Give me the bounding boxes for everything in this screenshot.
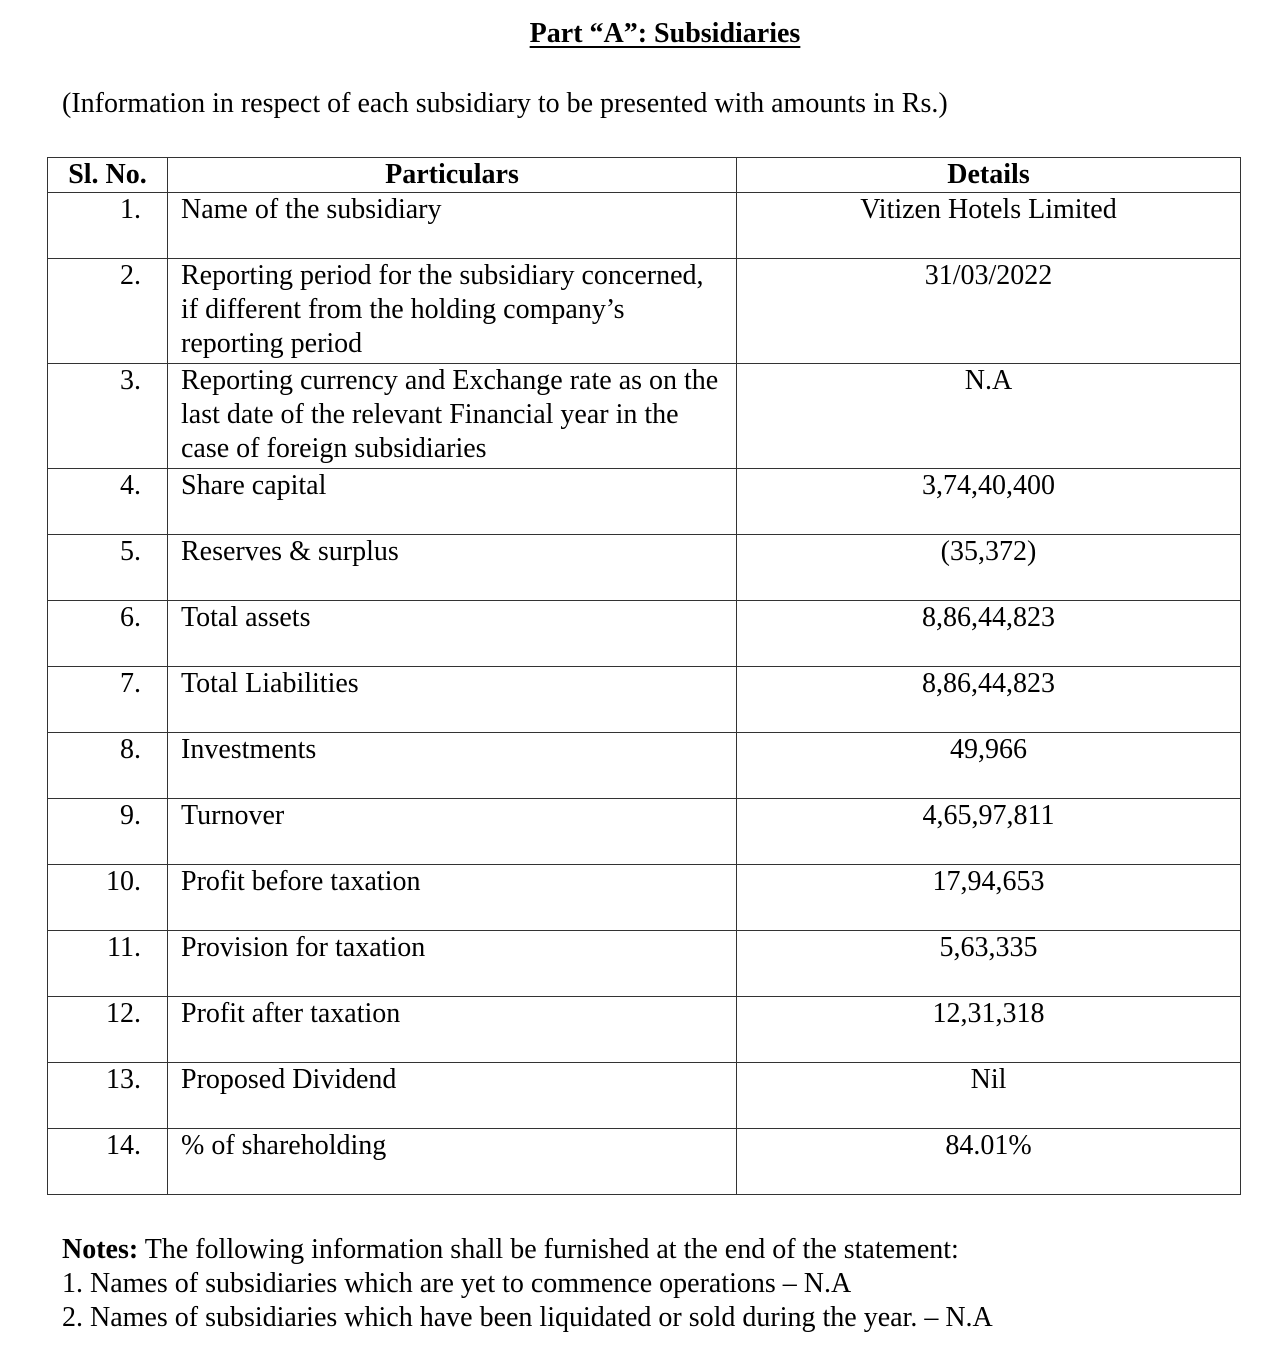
notes-item: 2. Names of subsidiaries which have been liquidated or sold during the year. – N.A bbox=[62, 1302, 993, 1333]
row-detail: 49,966 bbox=[737, 733, 1241, 799]
row-detail: 3,74,40,400 bbox=[737, 469, 1241, 535]
row-sl-no: 5. bbox=[48, 535, 168, 601]
row-particular: Share capital bbox=[168, 469, 737, 535]
table-row bbox=[48, 865, 1241, 931]
row-detail: 8,86,44,823 bbox=[737, 601, 1241, 667]
subsidiaries-table bbox=[47, 157, 1241, 1195]
table-row bbox=[48, 364, 1241, 469]
row-sl-no: 7. bbox=[48, 667, 168, 733]
notes-item: 1. Names of subsidiaries which are yet to commence operations – N.A bbox=[62, 1268, 852, 1299]
notes-intro-line bbox=[62, 1233, 993, 1267]
table-row bbox=[48, 997, 1241, 1063]
table-row bbox=[48, 535, 1241, 601]
row-detail: 5,63,335 bbox=[737, 931, 1241, 997]
row-sl-no: 9. bbox=[48, 799, 168, 865]
page-subtitle: (Information in respect of each subsidiary to be presented with amounts in Rs.) bbox=[62, 88, 948, 119]
row-detail: 12,31,318 bbox=[737, 997, 1241, 1063]
row-detail: Nil bbox=[737, 1063, 1241, 1129]
row-sl-no: 12. bbox=[48, 997, 168, 1063]
column-header-sl-no: Sl. No. bbox=[48, 158, 168, 193]
notes-label: Notes: bbox=[62, 1234, 139, 1265]
row-detail: Vitizen Hotels Limited bbox=[737, 193, 1241, 259]
row-particular: Reporting currency and Exchange rate as on the last date of the relevant Financial year in the case of foreign subsidiaries bbox=[168, 364, 737, 469]
row-sl-no: 4. bbox=[48, 469, 168, 535]
row-particular: Reserves & surplus bbox=[168, 535, 737, 601]
table-row bbox=[48, 193, 1241, 259]
row-sl-no: 11. bbox=[48, 931, 168, 997]
row-particular: Turnover bbox=[168, 799, 737, 865]
row-particular: Reporting period for the subsidiary concerned, if different from the holding company’s reporting period bbox=[168, 259, 737, 364]
row-sl-no: 1. bbox=[48, 193, 168, 259]
table-row bbox=[48, 601, 1241, 667]
row-particular: % of shareholding bbox=[168, 1129, 737, 1195]
row-detail: 84.01% bbox=[737, 1129, 1241, 1195]
table-row bbox=[48, 799, 1241, 865]
row-sl-no: 2. bbox=[48, 259, 168, 364]
row-particular: Profit before taxation bbox=[168, 865, 737, 931]
row-detail: N.A bbox=[737, 364, 1241, 469]
notes-section bbox=[62, 1233, 993, 1335]
row-detail: 31/03/2022 bbox=[737, 259, 1241, 364]
row-detail: 4,65,97,811 bbox=[737, 799, 1241, 865]
row-particular: Name of the subsidiary bbox=[168, 193, 737, 259]
table-row bbox=[48, 259, 1241, 364]
column-header-details: Details bbox=[737, 158, 1241, 193]
row-detail: 8,86,44,823 bbox=[737, 667, 1241, 733]
row-particular: Investments bbox=[168, 733, 737, 799]
row-sl-no: 8. bbox=[48, 733, 168, 799]
table-row bbox=[48, 469, 1241, 535]
table-header-row bbox=[48, 158, 1241, 193]
page-title: Part “A”: Subsidiaries bbox=[529, 18, 801, 49]
row-sl-no: 13. bbox=[48, 1063, 168, 1129]
row-sl-no: 14. bbox=[48, 1129, 168, 1195]
row-sl-no: 3. bbox=[48, 364, 168, 469]
table-row bbox=[48, 1063, 1241, 1129]
table-row bbox=[48, 667, 1241, 733]
row-particular: Provision for taxation bbox=[168, 931, 737, 997]
table-row bbox=[48, 1129, 1241, 1195]
row-particular: Profit after taxation bbox=[168, 997, 737, 1063]
row-detail: 17,94,653 bbox=[737, 865, 1241, 931]
row-particular: Total assets bbox=[168, 601, 737, 667]
row-particular: Proposed Dividend bbox=[168, 1063, 737, 1129]
notes-intro: The following information shall be furnished at the end of the statement: bbox=[138, 1234, 959, 1265]
table-row bbox=[48, 733, 1241, 799]
column-header-particulars: Particulars bbox=[168, 158, 737, 193]
row-particular: Total Liabilities bbox=[168, 667, 737, 733]
row-detail: (35,372) bbox=[737, 535, 1241, 601]
table-row bbox=[48, 931, 1241, 997]
row-sl-no: 10. bbox=[48, 865, 168, 931]
row-sl-no: 6. bbox=[48, 601, 168, 667]
